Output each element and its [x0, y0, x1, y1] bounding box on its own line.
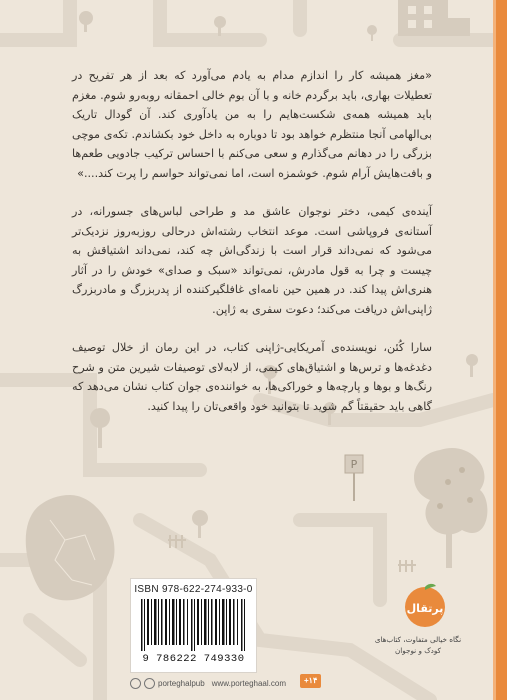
age-rating-badge: +۱۴: [300, 674, 321, 688]
orange-edge-stripe: [493, 0, 507, 700]
telegram-icon[interactable]: [144, 678, 155, 689]
isbn-label: ISBN 978-622-274-933-0: [134, 584, 253, 595]
svg-text:P: P: [350, 458, 358, 471]
back-cover-blurb: [72, 66, 432, 435]
barcode-digits: 9 786222 749330: [142, 653, 245, 665]
large-tree-illustration: [414, 448, 487, 568]
building-illustration: [398, 0, 470, 36]
pond-illustration: [26, 495, 115, 600]
blurb-synopsis-paragraph: آینده‌ی کیمی، دختر نوجوان عاشق مد و طراحی لباس‌های جسورانه، در آستانه‌ی فروپاشی است. موعد انتخاب رشته‌اش درحالی روزبه‌روز نزدیک‌تر می‌شود که نمی‌داند قرار است با زندگی‌اش چه کند، نمی‌داند اشتیاقش به چیست و چرا به قول مادرش، نمی‌تواند «سبک و صدای» خودش را در آثار هنری‌اش پیدا کند. در همین حین نامه‌ای غافلگیرکننده از پدربزرگ و مادربزرگ ژاپنی‌اش دریافت می‌کند؛ دعوت سفری به ژاپن.: [72, 205, 432, 316]
social-links: [130, 676, 290, 690]
publisher-logo: [402, 582, 448, 628]
social-handle[interactable]: porteghalpub: [158, 678, 205, 688]
blurb-quote-paragraph: «مغز همیشه کار را اندازم مدام به یادم می‌آورد که بعد از هر تفریح در تعطیلات بهاری، باید برگردم خانه و با آن بوم خالی احمقانه روبه‌رو شوم. مغزم باید همیشه همه‌ی شکست‌هایم را به من یادآوری کند. آن گودال تاریک بی‌الهامی آنجا منتظرم خواهد بود تا دوباره به داخل خود بکشاندم. تکه‌ی موچی بزرگی را در دهانم می‌گذارم و سعی می‌کنم با احساس ترکیب جادویی طعم‌ها و بافت‌هایش آرام شوم. خوشمزه است، اما نمی‌تواند حواسم را پرت کند....»: [72, 69, 432, 180]
isbn-barcode-box: [130, 578, 257, 673]
blurb-author-paragraph: سارا کُئن، نویسنده‌ی آمریکایی-ژاپنی کتاب، در این رمان از خلال توصیف دغدغه‌ها و ترس‌ها و اشتیاق‌های کیمی، از لابه‌لای توصیفات شیرین متن و شرح رنگ‌ها و بوها و پارچه‌ها و خوراکی‌ها، به خواننده‌ی جوان کتاب نشان می‌دهد که گاهی باید حقیقتاً گم شوید تا بتوانید خود واقعی‌تان را پیدا کنید.: [72, 341, 432, 413]
instagram-icon[interactable]: [130, 678, 141, 689]
road-sign-illustration: [345, 455, 363, 501]
publisher-logo-text: پرتقال: [406, 602, 444, 615]
publisher-tagline: نگاه خیالی متفاوت، کتاب‌های کودک و نوجوان: [374, 635, 462, 655]
website-link[interactable]: www.porteghaal.com: [211, 678, 286, 688]
barcode: [139, 599, 248, 651]
